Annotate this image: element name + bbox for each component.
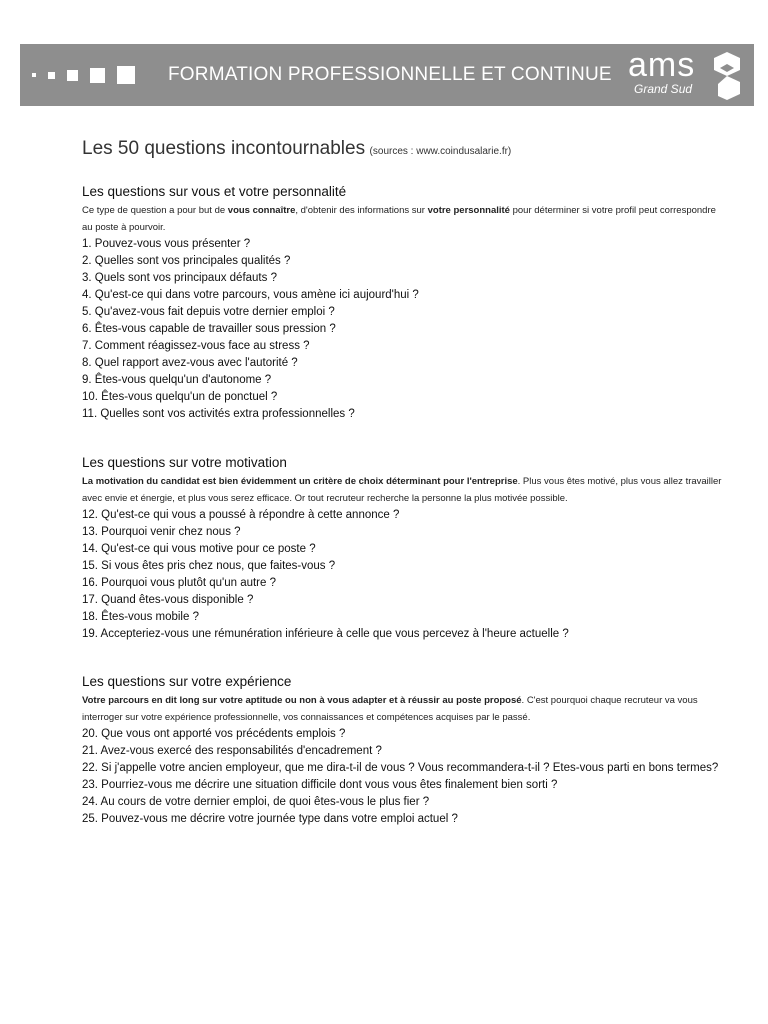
square-icon	[90, 68, 105, 83]
intro-bold-text: votre personnalité	[427, 205, 510, 216]
question-item: 19. Accepteriez-vous une rémunération inférieure à celle que vous percevez à l'heure actuelle ?	[82, 628, 569, 640]
question-item: 18. Êtes-vous mobile ?	[82, 611, 199, 623]
logo-subtext: Grand Sud	[634, 82, 693, 96]
section-personality	[82, 184, 722, 423]
section-title: Les questions sur votre expérience	[82, 674, 292, 689]
square-icon	[117, 66, 135, 84]
section-title: Les questions sur votre motivation	[82, 455, 287, 470]
question-item: 11. Quelles sont vos activités extra professionnelles ?	[82, 408, 355, 420]
question-item: 2. Quelles sont vos principales qualités ?	[82, 255, 291, 267]
square-icon	[32, 73, 36, 77]
question-item: 22. Si j'appelle votre ancien employeur, que me dira-t-il de vous ? Vous recommandera-t-il ? Etes-vous parti en bons termes?	[82, 762, 719, 774]
question-item: 10. Êtes-vous quelqu'un de ponctuel ?	[82, 391, 278, 403]
intro-text: Ce type de question a pour but de	[82, 205, 228, 216]
question-item: 17. Quand êtes-vous disponible ?	[82, 594, 254, 606]
intro-text: . C'est pourquoi chaque recruteur va vous interroger sur votre expérience professionnelle, vos connaissances et compétences acquises par le passé.	[82, 695, 698, 723]
question-item: 1. Pouvez-vous vous présenter ?	[82, 238, 251, 250]
intro-bold-text: La motivation du candidat est bien évidemment un critère de choix déterminant pour l'entreprise	[82, 476, 518, 487]
section-intro	[82, 202, 722, 236]
question-item: 13. Pourquoi venir chez nous ?	[82, 526, 241, 538]
ams-logo	[626, 48, 744, 102]
square-icon	[48, 72, 55, 79]
square-icon	[67, 70, 78, 81]
intro-bold-text: vous connaître	[227, 205, 296, 216]
header-banner	[20, 44, 754, 106]
document-body	[82, 138, 722, 828]
intro-text: pour déterminer si votre profil peut correspondre au poste à pourvoir.	[82, 205, 716, 233]
question-item: 6. Êtes-vous capable de travailler sous pression ?	[82, 323, 336, 335]
question-item: 25. Pouvez-vous me décrire votre journée type dans votre emploi actuel ?	[82, 813, 458, 825]
question-list	[82, 236, 722, 423]
section-experience	[82, 674, 722, 828]
question-item: 7. Comment réagissez-vous face au stress ?	[82, 340, 310, 352]
document-heading	[82, 138, 722, 160]
question-item: 4. Qu'est-ce qui dans votre parcours, vous amène ici aujourd'hui ?	[82, 289, 419, 301]
section-intro	[82, 692, 722, 726]
question-item: 9. Êtes-vous quelqu'un d'autonome ?	[82, 374, 272, 386]
question-item: 12. Qu'est-ce qui vous a poussé à répondre à cette annonce ?	[82, 509, 400, 521]
section-motivation	[82, 455, 722, 643]
intro-text: , d'obtenir des informations sur	[295, 205, 428, 216]
intro-text: . Plus vous êtes motivé, plus vous allez travailler avec envie et énergie, et plus vous serez efficace. Or tout recruteur recherche la personne la plus motivée possible.	[82, 476, 722, 504]
document-source: (sources : www.coindusalarie.fr)	[369, 146, 512, 157]
question-item: 20. Que vous ont apporté vos précédents emplois ?	[82, 728, 346, 740]
cubes-logo-icon	[710, 50, 744, 100]
question-item: 8. Quel rapport avez-vous avec l'autorité ?	[82, 357, 298, 369]
question-item: 3. Quels sont vos principaux défauts ?	[82, 272, 277, 284]
section-title: Les questions sur vous et votre personnalité	[82, 184, 347, 199]
intro-bold-text: Votre parcours en dit long sur votre aptitude ou non à vous adapter et à réussir au poste proposé	[82, 695, 522, 706]
question-item: 14. Qu'est-ce qui vous motive pour ce poste ?	[82, 543, 316, 555]
banner-title: FORMATION PROFESSIONNELLE ET CONTINUE	[168, 64, 612, 85]
question-item: 23. Pourriez-vous me décrire une situation difficile dont vous vous êtes finalement bien sorti ?	[82, 779, 558, 791]
question-item: 21. Avez-vous exercé des responsabilités d'encadrement ?	[82, 745, 382, 757]
document-title: Les 50 questions incontournables	[82, 138, 366, 159]
question-list	[82, 726, 722, 828]
question-list	[82, 507, 722, 643]
question-item: 15. Si vous êtes pris chez nous, que faites-vous ?	[82, 560, 336, 572]
logo-text: ams	[628, 46, 696, 84]
question-item: 5. Qu'avez-vous fait depuis votre dernier emploi ?	[82, 306, 335, 318]
question-item: 16. Pourquoi vous plutôt qu'un autre ?	[82, 577, 277, 589]
question-item: 24. Au cours de votre dernier emploi, de quoi êtes-vous le plus fier ?	[82, 796, 430, 808]
decorative-squares	[32, 44, 135, 106]
section-intro	[82, 473, 722, 507]
